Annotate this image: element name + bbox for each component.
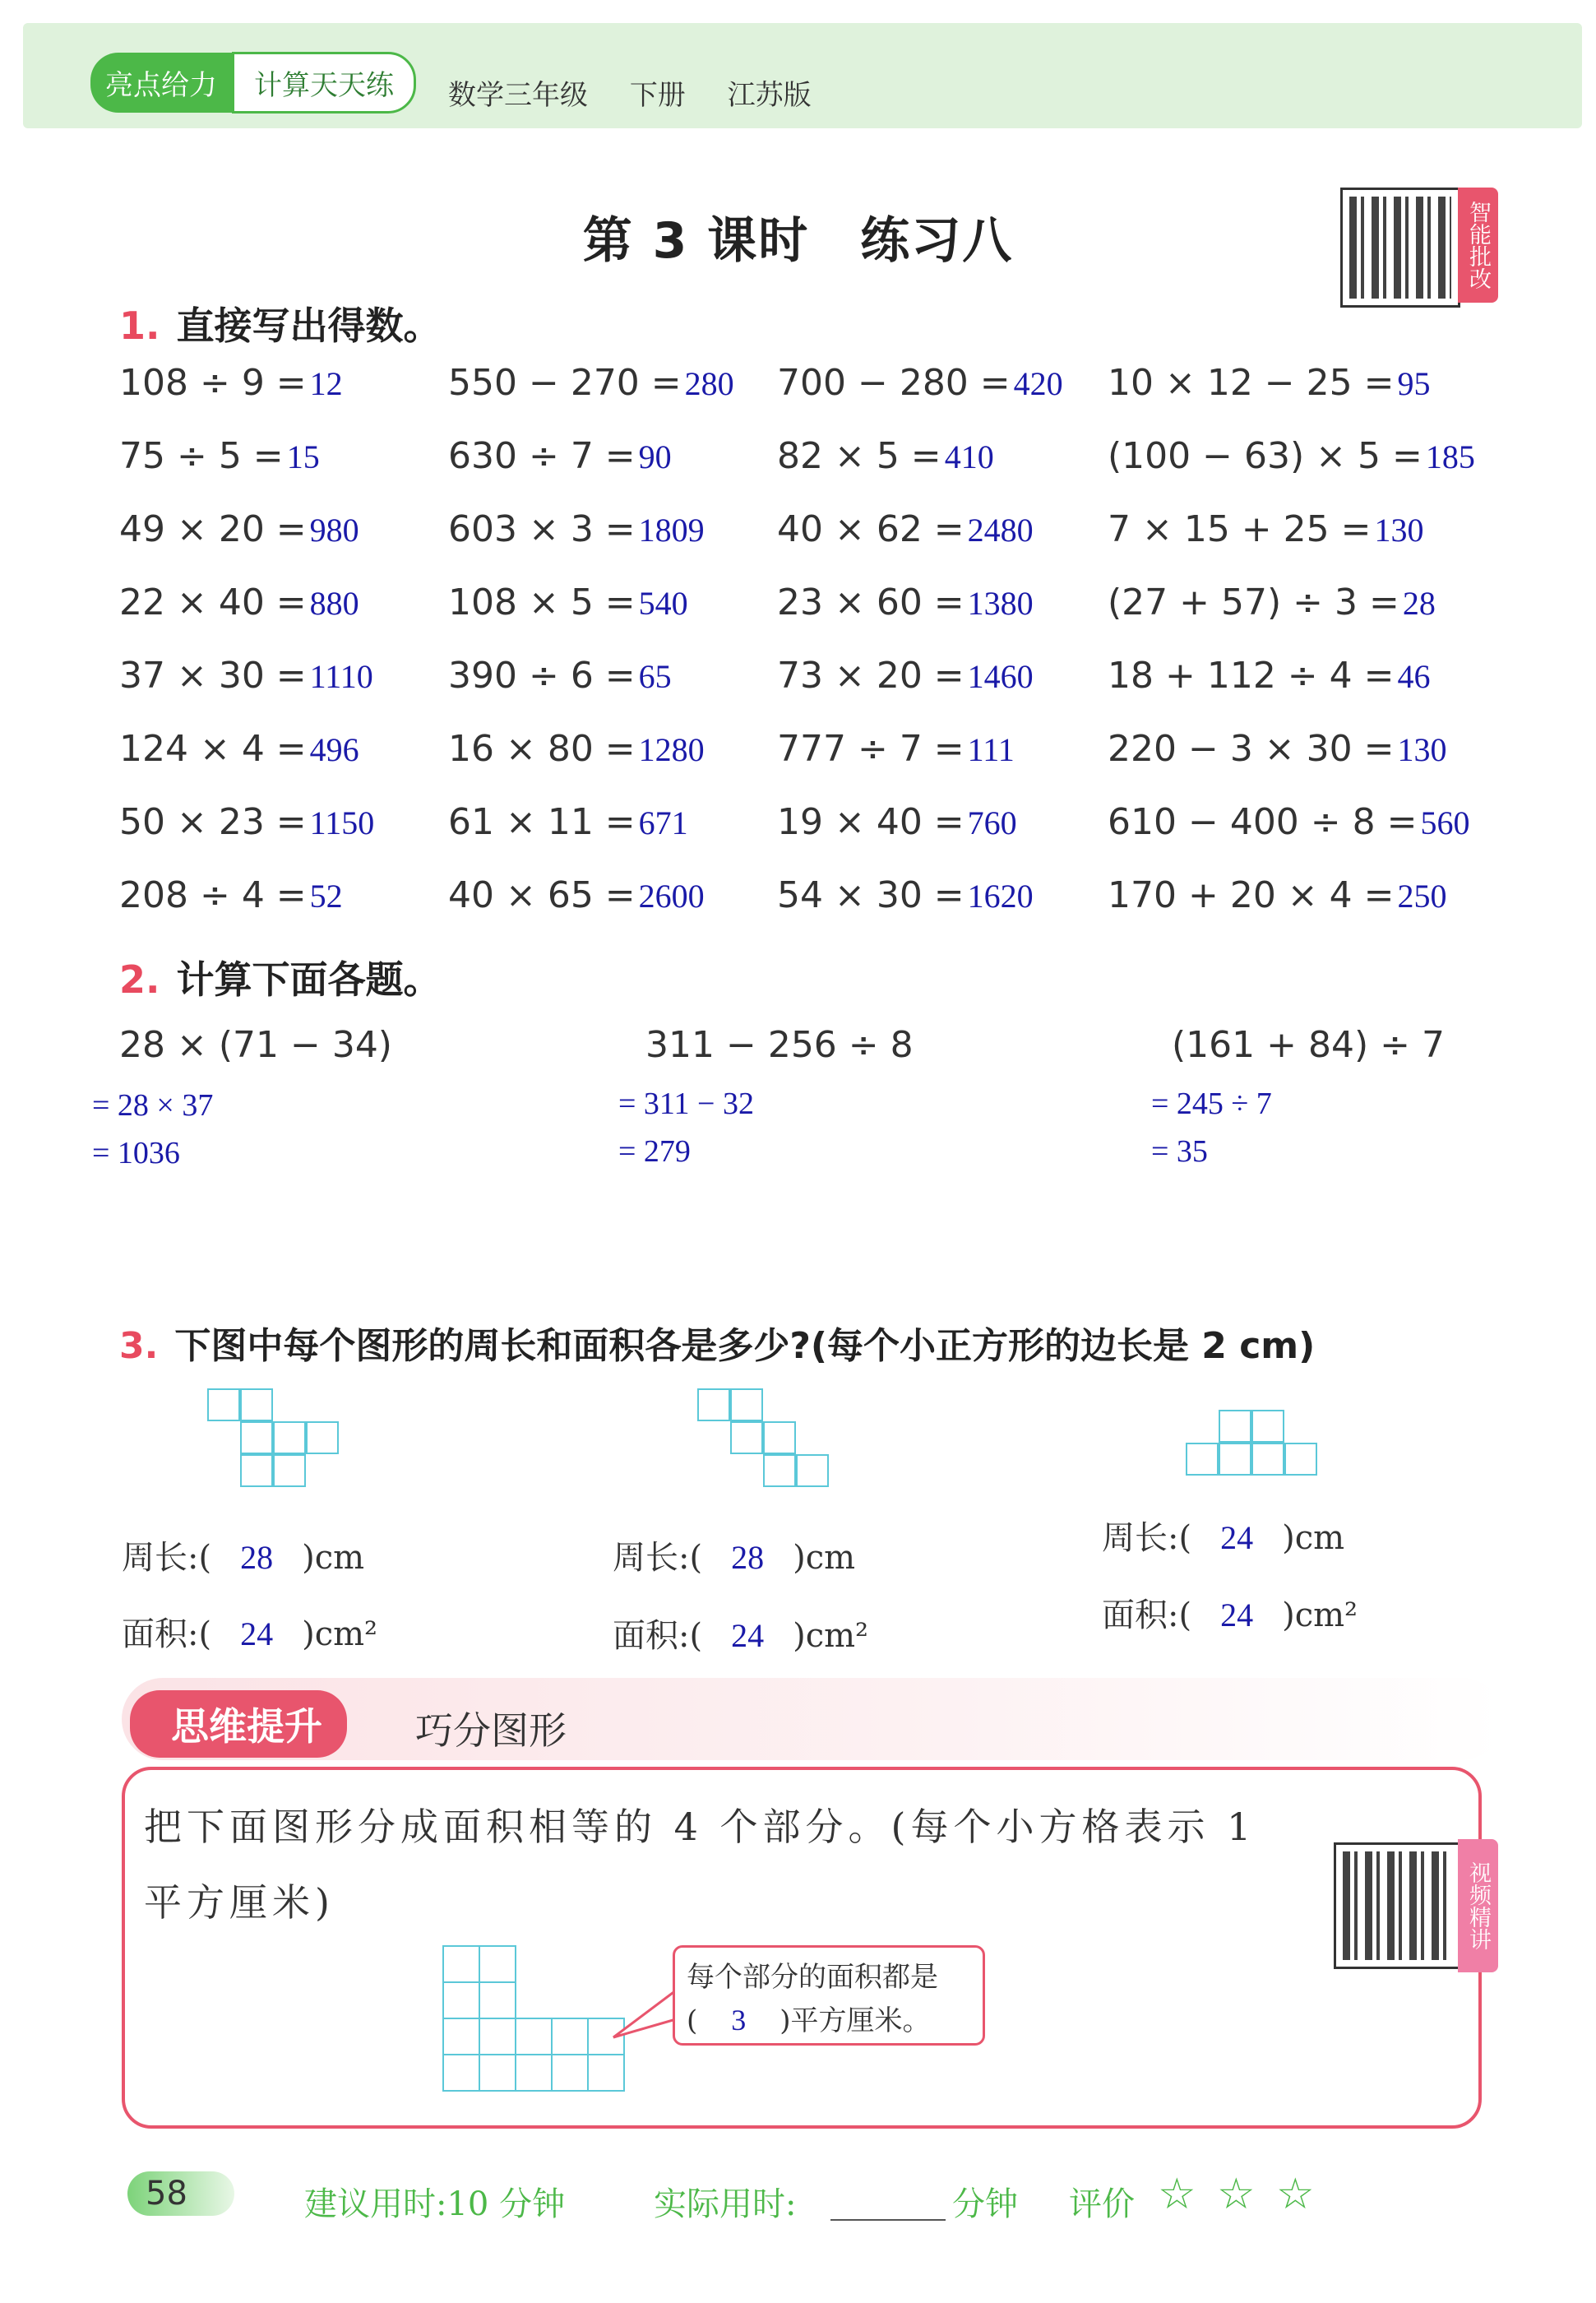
calc-item xyxy=(119,508,359,550)
calc-answer: 980 xyxy=(309,512,359,549)
brand-badge xyxy=(90,48,416,117)
calc-row xyxy=(119,508,1517,574)
calc-expression: 390 ÷ 6 = xyxy=(448,655,636,697)
calc-item xyxy=(119,435,320,477)
calc-item xyxy=(448,435,672,477)
calc-item xyxy=(1108,435,1475,477)
section2-heading xyxy=(119,950,441,1004)
calc-item xyxy=(119,728,359,770)
calc-row xyxy=(119,655,1517,721)
problem-expression: 28 × (71 − 34) xyxy=(119,1024,392,1066)
calc-item xyxy=(448,508,705,550)
calc-item xyxy=(777,655,1034,697)
calc-expression: 108 ÷ 9 = xyxy=(119,362,307,404)
calc-item xyxy=(448,582,688,623)
calc-item xyxy=(1108,362,1431,404)
calc-item xyxy=(1108,801,1470,843)
bubble-answer: 3 xyxy=(731,2004,747,2037)
area-3: 面积:( 24 )cm² xyxy=(1102,1596,1358,1634)
calc-row xyxy=(119,362,1517,428)
page-title: 第 3 课时 练习八 xyxy=(582,212,1014,270)
calc-answer: 1110 xyxy=(309,658,373,695)
calc-expression: 61 × 11 = xyxy=(448,801,636,843)
bubble-line1: 每个部分的面积都是 xyxy=(687,1961,938,1994)
calc-item xyxy=(448,362,734,404)
calc-row xyxy=(119,582,1517,647)
calc-item xyxy=(119,801,374,843)
calc-expression: 108 × 5 = xyxy=(448,582,636,623)
calc-expression: 49 × 20 = xyxy=(119,508,307,550)
thinking-question: 把下面图形分成面积相等的 4 个部分。(每个小方格表示 1 平方厘米) xyxy=(144,1805,1256,1925)
calc-answer: 52 xyxy=(309,878,343,915)
calc-expression: 777 ÷ 7 = xyxy=(777,728,965,770)
section3-heading xyxy=(119,1316,1315,1369)
calc-answer: 130 xyxy=(1397,731,1447,768)
calc-item xyxy=(119,655,373,697)
calc-expression: (27 + 57) ÷ 3 = xyxy=(1108,582,1399,623)
calc-item xyxy=(777,508,1034,550)
calc-expression: 10 × 12 − 25 = xyxy=(1108,362,1395,404)
solution-step: = 1036 xyxy=(92,1136,180,1170)
perimeter-1: 周长:( 28 )cm xyxy=(122,1539,365,1577)
calc-answer: 880 xyxy=(309,585,359,622)
calc-item xyxy=(1108,655,1431,697)
calc-expression: 18 + 112 ÷ 4 = xyxy=(1108,655,1395,697)
calc-item xyxy=(1108,508,1424,550)
section1-title: 直接写出得数。 xyxy=(176,304,442,348)
calc-answer: 95 xyxy=(1397,365,1431,402)
calc-answer: 1809 xyxy=(638,512,705,549)
calc-answer: 15 xyxy=(286,438,320,475)
solution-step: = 28 × 37 xyxy=(92,1088,214,1123)
volume: 下册 xyxy=(629,79,686,112)
actual-time-label: 实际用时: xyxy=(654,2185,797,2223)
calc-answer: 46 xyxy=(1397,658,1431,695)
calc-expression: 23 × 60 = xyxy=(777,582,965,623)
calc-answer: 420 xyxy=(1013,365,1063,402)
calc-item xyxy=(1108,582,1436,623)
suggested-time: 建议用时:10 分钟 xyxy=(304,2185,566,2223)
calc-expression: 75 ÷ 5 = xyxy=(119,435,284,477)
thinking-subtitle: 巧分图形 xyxy=(415,1708,567,1753)
calc-expression: 603 × 3 = xyxy=(448,508,636,550)
calc-answer: 1150 xyxy=(309,804,375,841)
calc-item xyxy=(1108,728,1447,770)
page-number: 58 xyxy=(127,2171,234,2216)
section3-number: 3. xyxy=(119,1325,159,1367)
calc-row xyxy=(119,435,1517,501)
calc-answer: 1280 xyxy=(638,731,705,768)
perimeter-3: 周长:( 24 )cm xyxy=(1102,1519,1345,1557)
calc-item xyxy=(777,728,1015,770)
calc-answer: 28 xyxy=(1402,585,1436,622)
calc-answer: 185 xyxy=(1425,438,1475,475)
calc-row xyxy=(119,728,1517,794)
calc-answer: 90 xyxy=(638,438,672,475)
smart-grading-tag: 智能批改 xyxy=(1458,188,1498,303)
area-1: 面积:( 24 )cm² xyxy=(122,1615,378,1653)
calc-answer: 760 xyxy=(967,804,1017,841)
calc-expression: 50 × 23 = xyxy=(119,801,307,843)
calc-answer: 12 xyxy=(309,365,343,402)
calc-expression: 19 × 40 = xyxy=(777,801,965,843)
calc-expression: 170 + 20 × 4 = xyxy=(1108,874,1395,916)
subject: 数学三年级 xyxy=(448,79,588,112)
calc-answer: 560 xyxy=(1420,804,1470,841)
calc-answer: 1620 xyxy=(967,878,1034,915)
calc-answer: 671 xyxy=(638,804,688,841)
calc-row xyxy=(119,874,1517,940)
calc-expression: 124 × 4 = xyxy=(119,728,307,770)
calc-expression: 7 × 15 + 25 = xyxy=(1108,508,1372,550)
calc-item xyxy=(448,801,688,843)
calc-expression: 40 × 62 = xyxy=(777,508,965,550)
calc-expression: 700 − 280 = xyxy=(777,362,1011,404)
rating-label: 评价 xyxy=(1069,2185,1135,2223)
video-qr-icon[interactable] xyxy=(1334,1842,1460,1969)
calc-answer: 280 xyxy=(684,365,734,402)
calc-answer: 65 xyxy=(638,658,672,695)
calc-item xyxy=(448,728,705,770)
section3-title: 下图中每个图形的周长和面积各是多少?(每个小正方形的边长是 2 cm) xyxy=(174,1325,1316,1367)
calc-answer: 2600 xyxy=(638,878,705,915)
calc-expression: 208 ÷ 4 = xyxy=(119,874,307,916)
video-tag: 视频精讲 xyxy=(1458,1839,1498,1972)
calc-item xyxy=(119,582,359,623)
calc-answer: 540 xyxy=(638,585,688,622)
calc-answer: 1460 xyxy=(967,658,1034,695)
rating-star-icon[interactable]: ☆ xyxy=(1217,2170,1256,2219)
answer-bubble xyxy=(673,1945,985,2046)
calc-answer: 496 xyxy=(309,731,359,768)
actual-time-blank[interactable] xyxy=(830,2219,946,2221)
section1-number: 1. xyxy=(119,304,160,348)
calc-answer: 410 xyxy=(944,438,994,475)
calc-expression: 550 − 270 = xyxy=(448,362,682,404)
calc-item xyxy=(777,582,1034,623)
minutes-label: 分钟 xyxy=(952,2185,1018,2223)
rating-star-icon[interactable]: ☆ xyxy=(1276,2170,1315,2219)
edition: 江苏版 xyxy=(727,79,812,112)
calc-expression: 22 × 40 = xyxy=(119,582,307,623)
series-name: 计算天天练 xyxy=(232,52,416,114)
calc-answer: 130 xyxy=(1374,512,1424,549)
calc-expression: 82 × 5 = xyxy=(777,435,941,477)
calc-answer: 250 xyxy=(1397,878,1447,915)
thinking-tag: 思维提升 xyxy=(130,1690,347,1758)
calc-expression: 40 × 65 = xyxy=(448,874,636,916)
book-info xyxy=(448,72,844,113)
calc-expression: 73 × 20 = xyxy=(777,655,965,697)
calc-item xyxy=(448,655,672,697)
calc-expression: 630 ÷ 7 = xyxy=(448,435,636,477)
solution-step: = 245 ÷ 7 xyxy=(1151,1087,1272,1121)
calc-expression: 16 × 80 = xyxy=(448,728,636,770)
calc-item xyxy=(1108,874,1447,916)
problem-expression: (161 + 84) ÷ 7 xyxy=(1172,1024,1445,1066)
section1-heading xyxy=(119,296,441,350)
calc-answer: 111 xyxy=(967,731,1015,768)
perimeter-2: 周长:( 28 )cm xyxy=(613,1539,856,1577)
calc-item xyxy=(777,435,994,477)
solution-step: = 35 xyxy=(1151,1134,1208,1169)
area-2: 面积:( 24 )cm² xyxy=(613,1617,869,1655)
brand-name: 亮点给力 xyxy=(90,53,232,113)
problem-expression: 311 − 256 ÷ 8 xyxy=(645,1024,914,1066)
solution-step: = 279 xyxy=(618,1134,691,1169)
section2-number: 2. xyxy=(119,957,160,1002)
calc-item xyxy=(448,874,705,916)
calc-item xyxy=(119,874,343,916)
solution-step: = 311 − 32 xyxy=(618,1087,754,1121)
calc-expression: 610 − 400 ÷ 8 = xyxy=(1108,801,1418,843)
calc-item xyxy=(777,362,1063,404)
calc-item xyxy=(777,801,1017,843)
rating-star-icon[interactable]: ☆ xyxy=(1158,2170,1196,2219)
calc-item xyxy=(777,874,1034,916)
bubble-line2: ( 3 )平方厘米。 xyxy=(687,1999,971,2042)
calc-expression: 54 × 30 = xyxy=(777,874,965,916)
section2-title: 计算下面各题。 xyxy=(176,957,442,1002)
calc-expression: (100 − 63) × 5 = xyxy=(1108,435,1423,477)
calc-answer: 2480 xyxy=(967,512,1034,549)
speech-bubble-pointer xyxy=(610,1986,678,2044)
calc-expression: 220 − 3 × 30 = xyxy=(1108,728,1395,770)
calc-item xyxy=(119,362,343,404)
calc-row xyxy=(119,801,1517,867)
calc-answer: 1380 xyxy=(967,585,1034,622)
calc-expression: 37 × 30 = xyxy=(119,655,307,697)
